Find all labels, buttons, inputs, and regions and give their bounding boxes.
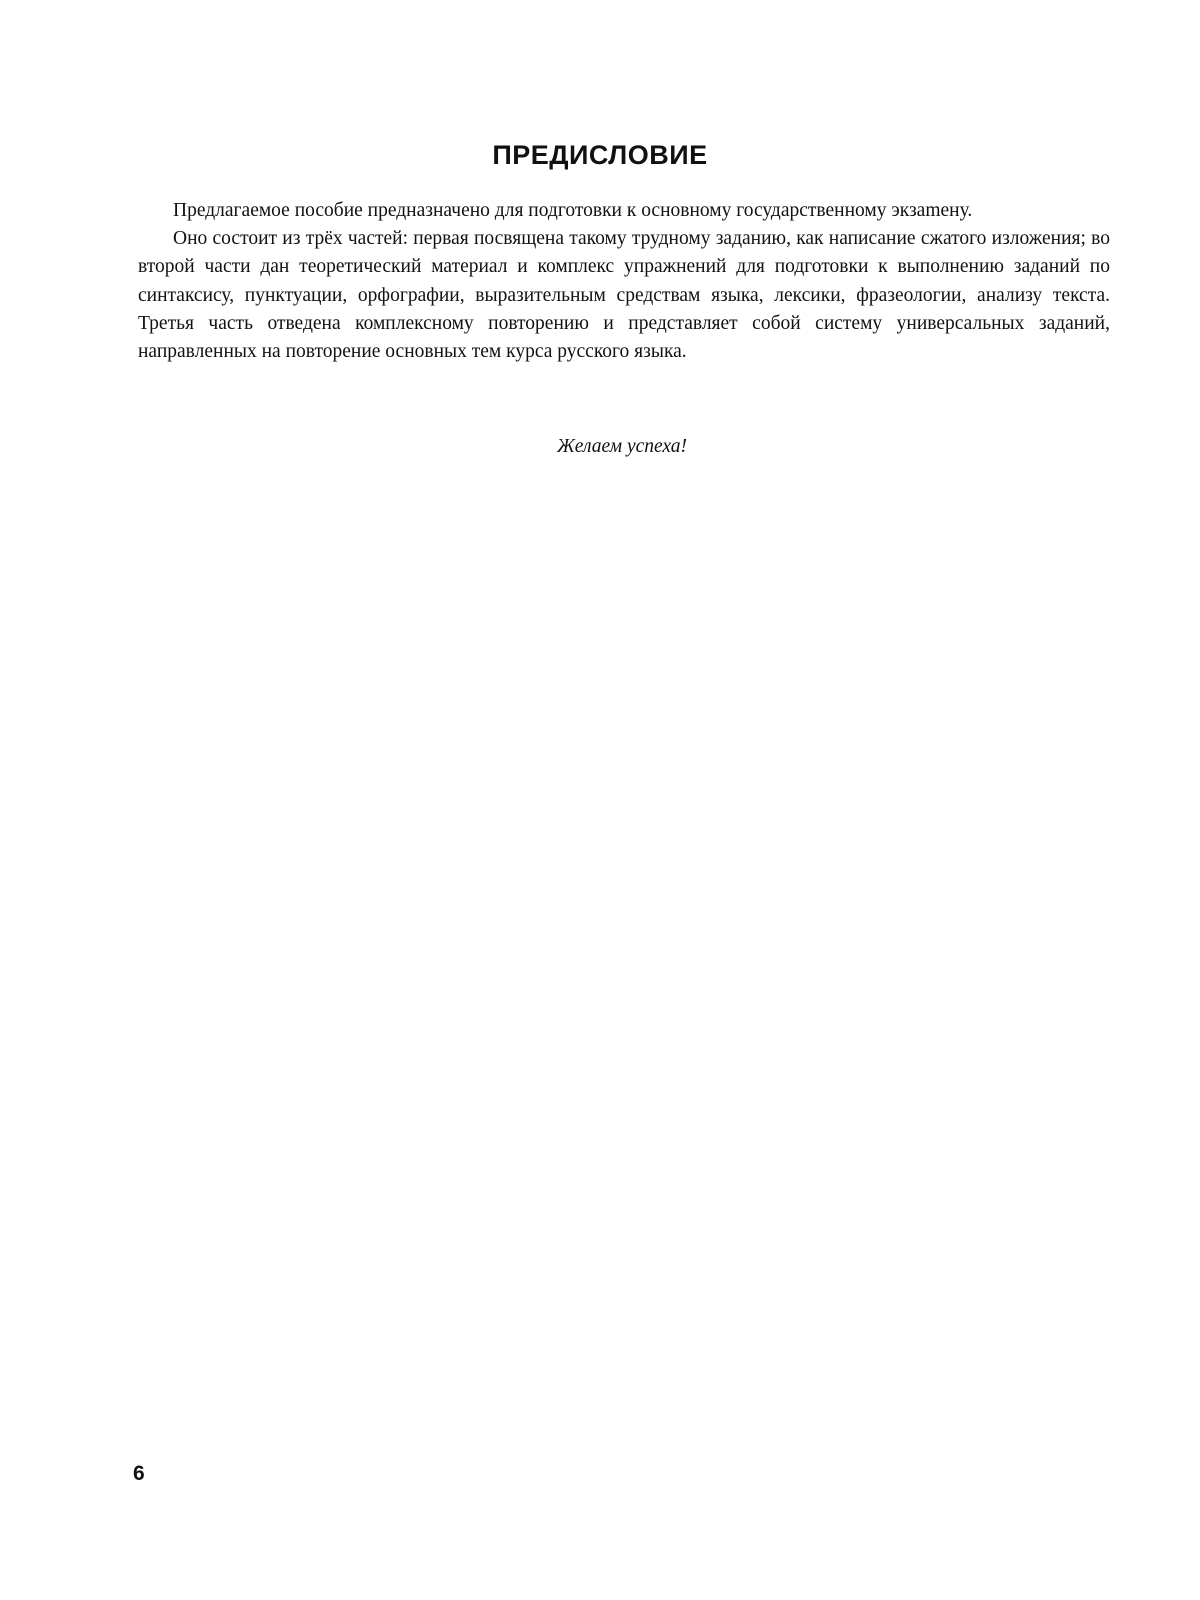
- paragraph-purpose: Предлагаемое пособие предназначено для подготовки к основному государственному экзаmену.: [173, 200, 973, 221]
- page-title: ПРЕДИСЛОВИЕ: [492, 140, 708, 170]
- page-number: 6: [133, 1462, 145, 1485]
- paragraph-structure: Оно состоит из трёх частей: первая посвящена такому трудному заданию, как написание сжатого изложения; во второй части дан теоретический материал и комплекс упражнений для подготовки к выполнению заданий по синтаксису, пунктуации, орфографии, выразительным средствам языка, лексики, фразеологии, анализу текста. Третья часть отведена комплексному повторению и представляет собой систему универсальных заданий, направленных на повторение основных тем курса русского языка.: [138, 228, 1110, 363]
- preface-body: [138, 197, 1110, 366]
- closing-wish: Желаем успеха!: [556, 436, 688, 457]
